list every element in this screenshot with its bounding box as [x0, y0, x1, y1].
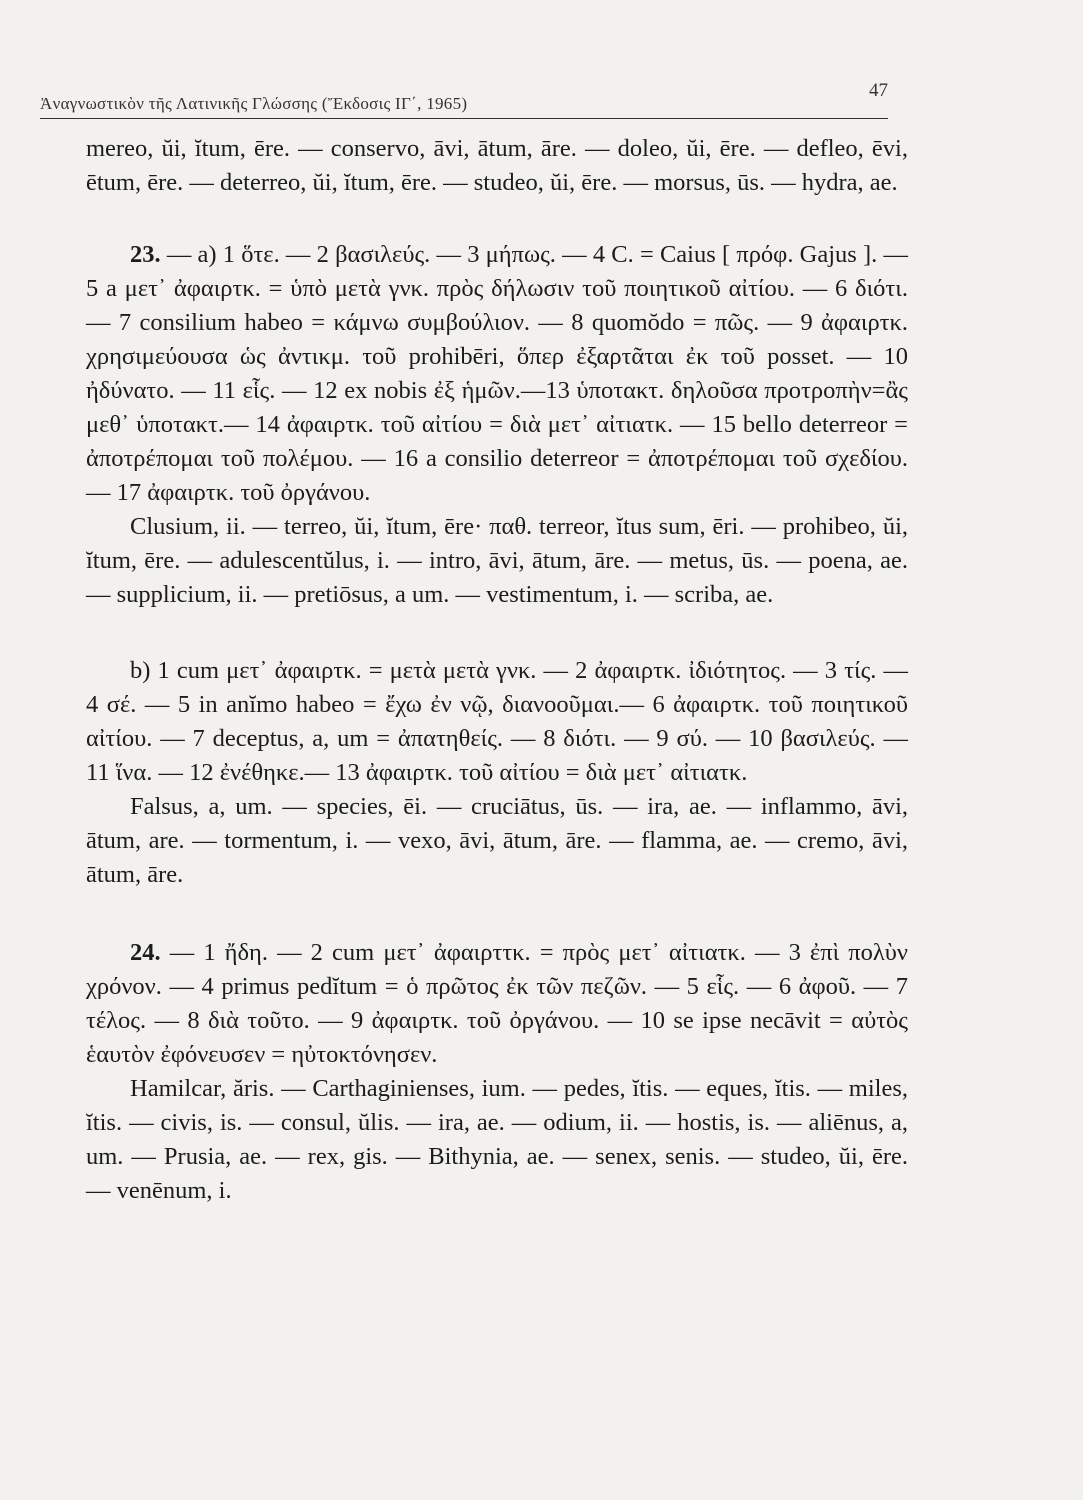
section-number-24: 24. [130, 939, 161, 966]
page-header [40, 78, 888, 119]
vocab-list-24: Hamilcar, ăris. — Carthaginienses, ium. — pedes, ĭtis. — eques, ĭtis. — miles, ĭtis. — civis, is. — consul, ŭlis. — ira, ae. — odium, ii. — hostis, is. — aliēnus, a, um. — Prusia, ae. — rex, gis. — Bithynia, ae. — senex, senis. — studeo, ŭi, ēre. — venēnum, i. [86, 1075, 908, 1204]
vocab-list-23b: Falsus, a, um. — species, ēi. — cruciātus, ūs. — ira, ae. — inflammo, āvi, ātum, are. — tormentum, i. — vexo, āvi, ātum, āre. — flamma, ae. — cremo, āvi, ātum, āre. [86, 793, 908, 888]
vocab-list-23a: Clusium, ii. — terreo, ŭi, ĭtum, ēre· παθ. terreor, ĭtus sum, ēri. — prohibeo, ŭi, ĭtum, ēre. — adulescentŭlus, i. — intro, āvi, ātum, āre. — metus, ūs. — poena, ae. — supplicium, ii. — pretiōsus, a um. — vestimentum, i. — scriba, ae. [86, 513, 908, 608]
section-number-23: 23. [130, 241, 161, 268]
vocab-list-22: mereo, ŭi, ĭtum, ēre. — conservo, āvi, ātum, āre. — doleo, ŭi, ēre. — defleo, ēvi, ētum, ēre. — deterreo, ŭi, ĭtum, ēre. — studeo, ŭi, ēre. — morsus, ūs. — hydra, ae. [86, 135, 908, 196]
notes-23a-text: — a) 1 ὅτε. — 2 βασιλεύς. — 3 μήπως. — 4 C. = Caius [ πρόφ. Gajus ]. — 5 a μετ᾽ ἀφαιρτκ. = ὑπὸ μετὰ γνκ. πρὸς δήλωσιν τοῦ ποιητικοῦ αἰτίου. — 6 διότι. — 7 consilium habeo = κάμνω συμβούλιον. — 8 quomŏdo = πῶς. — 9 ἀφαιρτκ. χρησιμεύουσα ὡς ἀντικμ. τοῦ prohibēri, ὅπερ ἐξαρτᾶται ἐκ τοῦ posset. — 10 ἠδύνατο. — 11 εἷς. — 12 ex nobis ἐξ ἡμῶν.—13 ὑποτακτ. δηλοῦσα προτροπὴν=ἂς μεθ᾽ ὑποτακτ.— 14 ἀφαιρτκ. τοῦ αἰτίου = διὰ μετ᾽ αἰτιατκ. — 15 bello deterreor = ἀποτρέπομαι τοῦ πολέμου. — 16 a consilio deterreor = ἀποτρέπομαι τοῦ σχεδίου. — 17 ἀφαιρτκ. τοῦ ὀργάνου. [86, 241, 908, 506]
notes-23b: b) 1 cum μετ᾽ ἀφαιρτκ. = μετὰ μετὰ γνκ. — 2 ἀφαιρτκ. ἰδιότητος. — 3 τίς. — 4 σέ. — 5 in anĭmo habeo = ἔχω ἐν νῷ, διανοοῦμαι.— 6 ἀφαιρτκ. τοῦ ποιητικοῦ αἰτίου. — 7 deceptus, a, um = ἀπατηθείς. — 8 διότι. — 9 σύ. — 10 βασιλεύς. — 11 ἵνα. — 12 ἐνέθηκε.— 13 ἀφαιρτκ. τοῦ αἰτίου = διὰ μετ᾽ αἰτιατκ. [86, 657, 908, 786]
notes-23a [86, 238, 908, 510]
notes-24 [86, 936, 908, 1072]
page-number: 47 [869, 80, 888, 101]
running-title: Ἀναγνωστικὸν τῆς Λατινικῆς Γλώσσης (Ἔκδοσις ΙΓ΄, 1965) [40, 94, 468, 113]
page-body [86, 132, 908, 1208]
notes-24-text: — 1 ἤδη. — 2 cum μετ᾽ ἀφαιρττκ. = πρὸς μετ᾽ αἰτιατκ. — 3 ἐπὶ πολὺν χρόνον. — 4 primus pedĭtum = ὁ πρῶτος ἐκ τῶν πεζῶν. — 5 εἷς. — 6 ἀφοῦ. — 7 τέλος. — 8 διὰ τοῦτο. — 9 ἀφαιρτκ. τοῦ ὀργάνου. — 10 se ipse necāvit = αὐτὸς ἑαυτὸν ἐφόνευσεν = ηὐτοκτόνησεν. [86, 939, 908, 1068]
